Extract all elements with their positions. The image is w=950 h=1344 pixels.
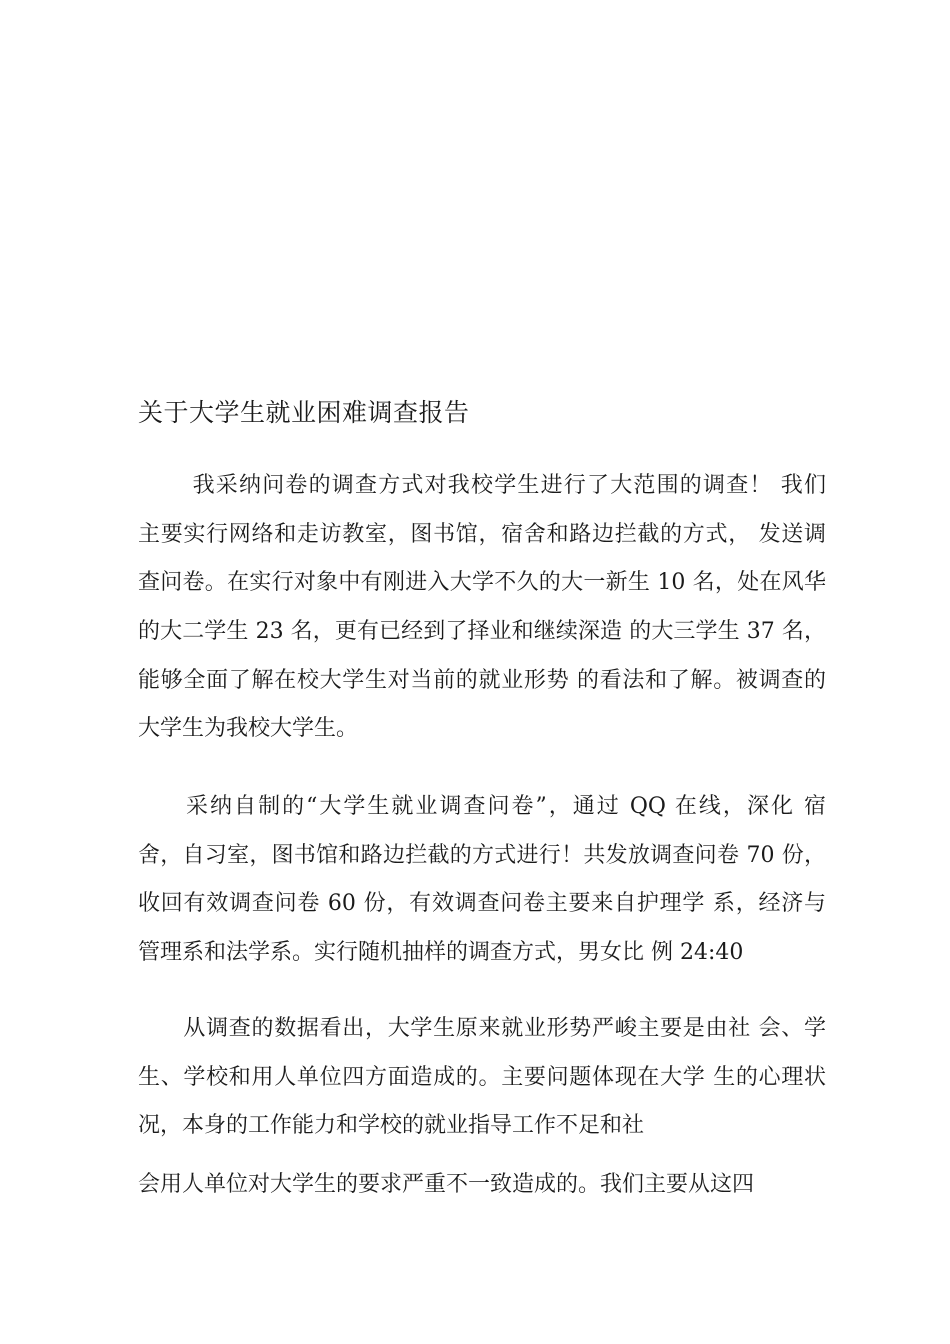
paragraph-line: 况，本身的工作能力和学校的就业指导工作不足和社 (138, 1113, 645, 1139)
paragraph-line: 主要实行网络和走访教室，图书馆，宿舍和路边拦截的方式， 发送调 (138, 521, 826, 547)
paragraph-line: 会用人单位对大学生的要求严重不一致造成的。我们主要从这四 (138, 1172, 755, 1197)
document-title: 关于大学生就业困难调查报告 (138, 398, 470, 427)
paragraph-line: 采纳自制的“大学生就业调查问卷”，通过 QQ 在线，深化 宿 (138, 794, 826, 819)
paragraph-questionnaire (138, 783, 828, 978)
paragraph-line: 生、学校和用人单位四方面造成的。主要问题体现在大学 生的心理状 (138, 1064, 826, 1090)
paragraph-line: 舍，自习室，图书馆和路边拦截的方式进行！共发放调查问卷 70 份， (138, 842, 826, 868)
paragraph-line: 从调查的数据看出，大学生原来就业形势严峻主要是由社 会、学 (138, 1016, 826, 1041)
paragraph-line: 查问卷。在实行对象中有刚进入大学不久的大一新生 10 名，处在风华 (138, 570, 826, 596)
paragraph-line: 大学生为我校大学生。 (138, 716, 359, 742)
paragraph-line: 收回有效调查问卷 60 份，有效调查问卷主要来自护理学 系，经济与 (138, 891, 826, 917)
paragraph-line: 能够全面了解在校大学生对当前的就业形势 的看法和了解。被调查的 (138, 667, 826, 693)
paragraph-line: 我采纳问卷的调查方式对我校学生进行了大范围的调查！ 我们 (138, 473, 826, 498)
paragraph-line: 的大二学生 23 名，更有已经到了择业和继续深造 的大三学生 37 名， (138, 619, 826, 645)
paragraph-line: 管理系和法学系。实行随机抽样的调查方式，男女比 例 24:40 (138, 940, 744, 966)
paragraph-continuation (138, 1161, 828, 1210)
paragraph-findings (138, 1005, 828, 1151)
paragraph-survey-method (138, 462, 828, 754)
